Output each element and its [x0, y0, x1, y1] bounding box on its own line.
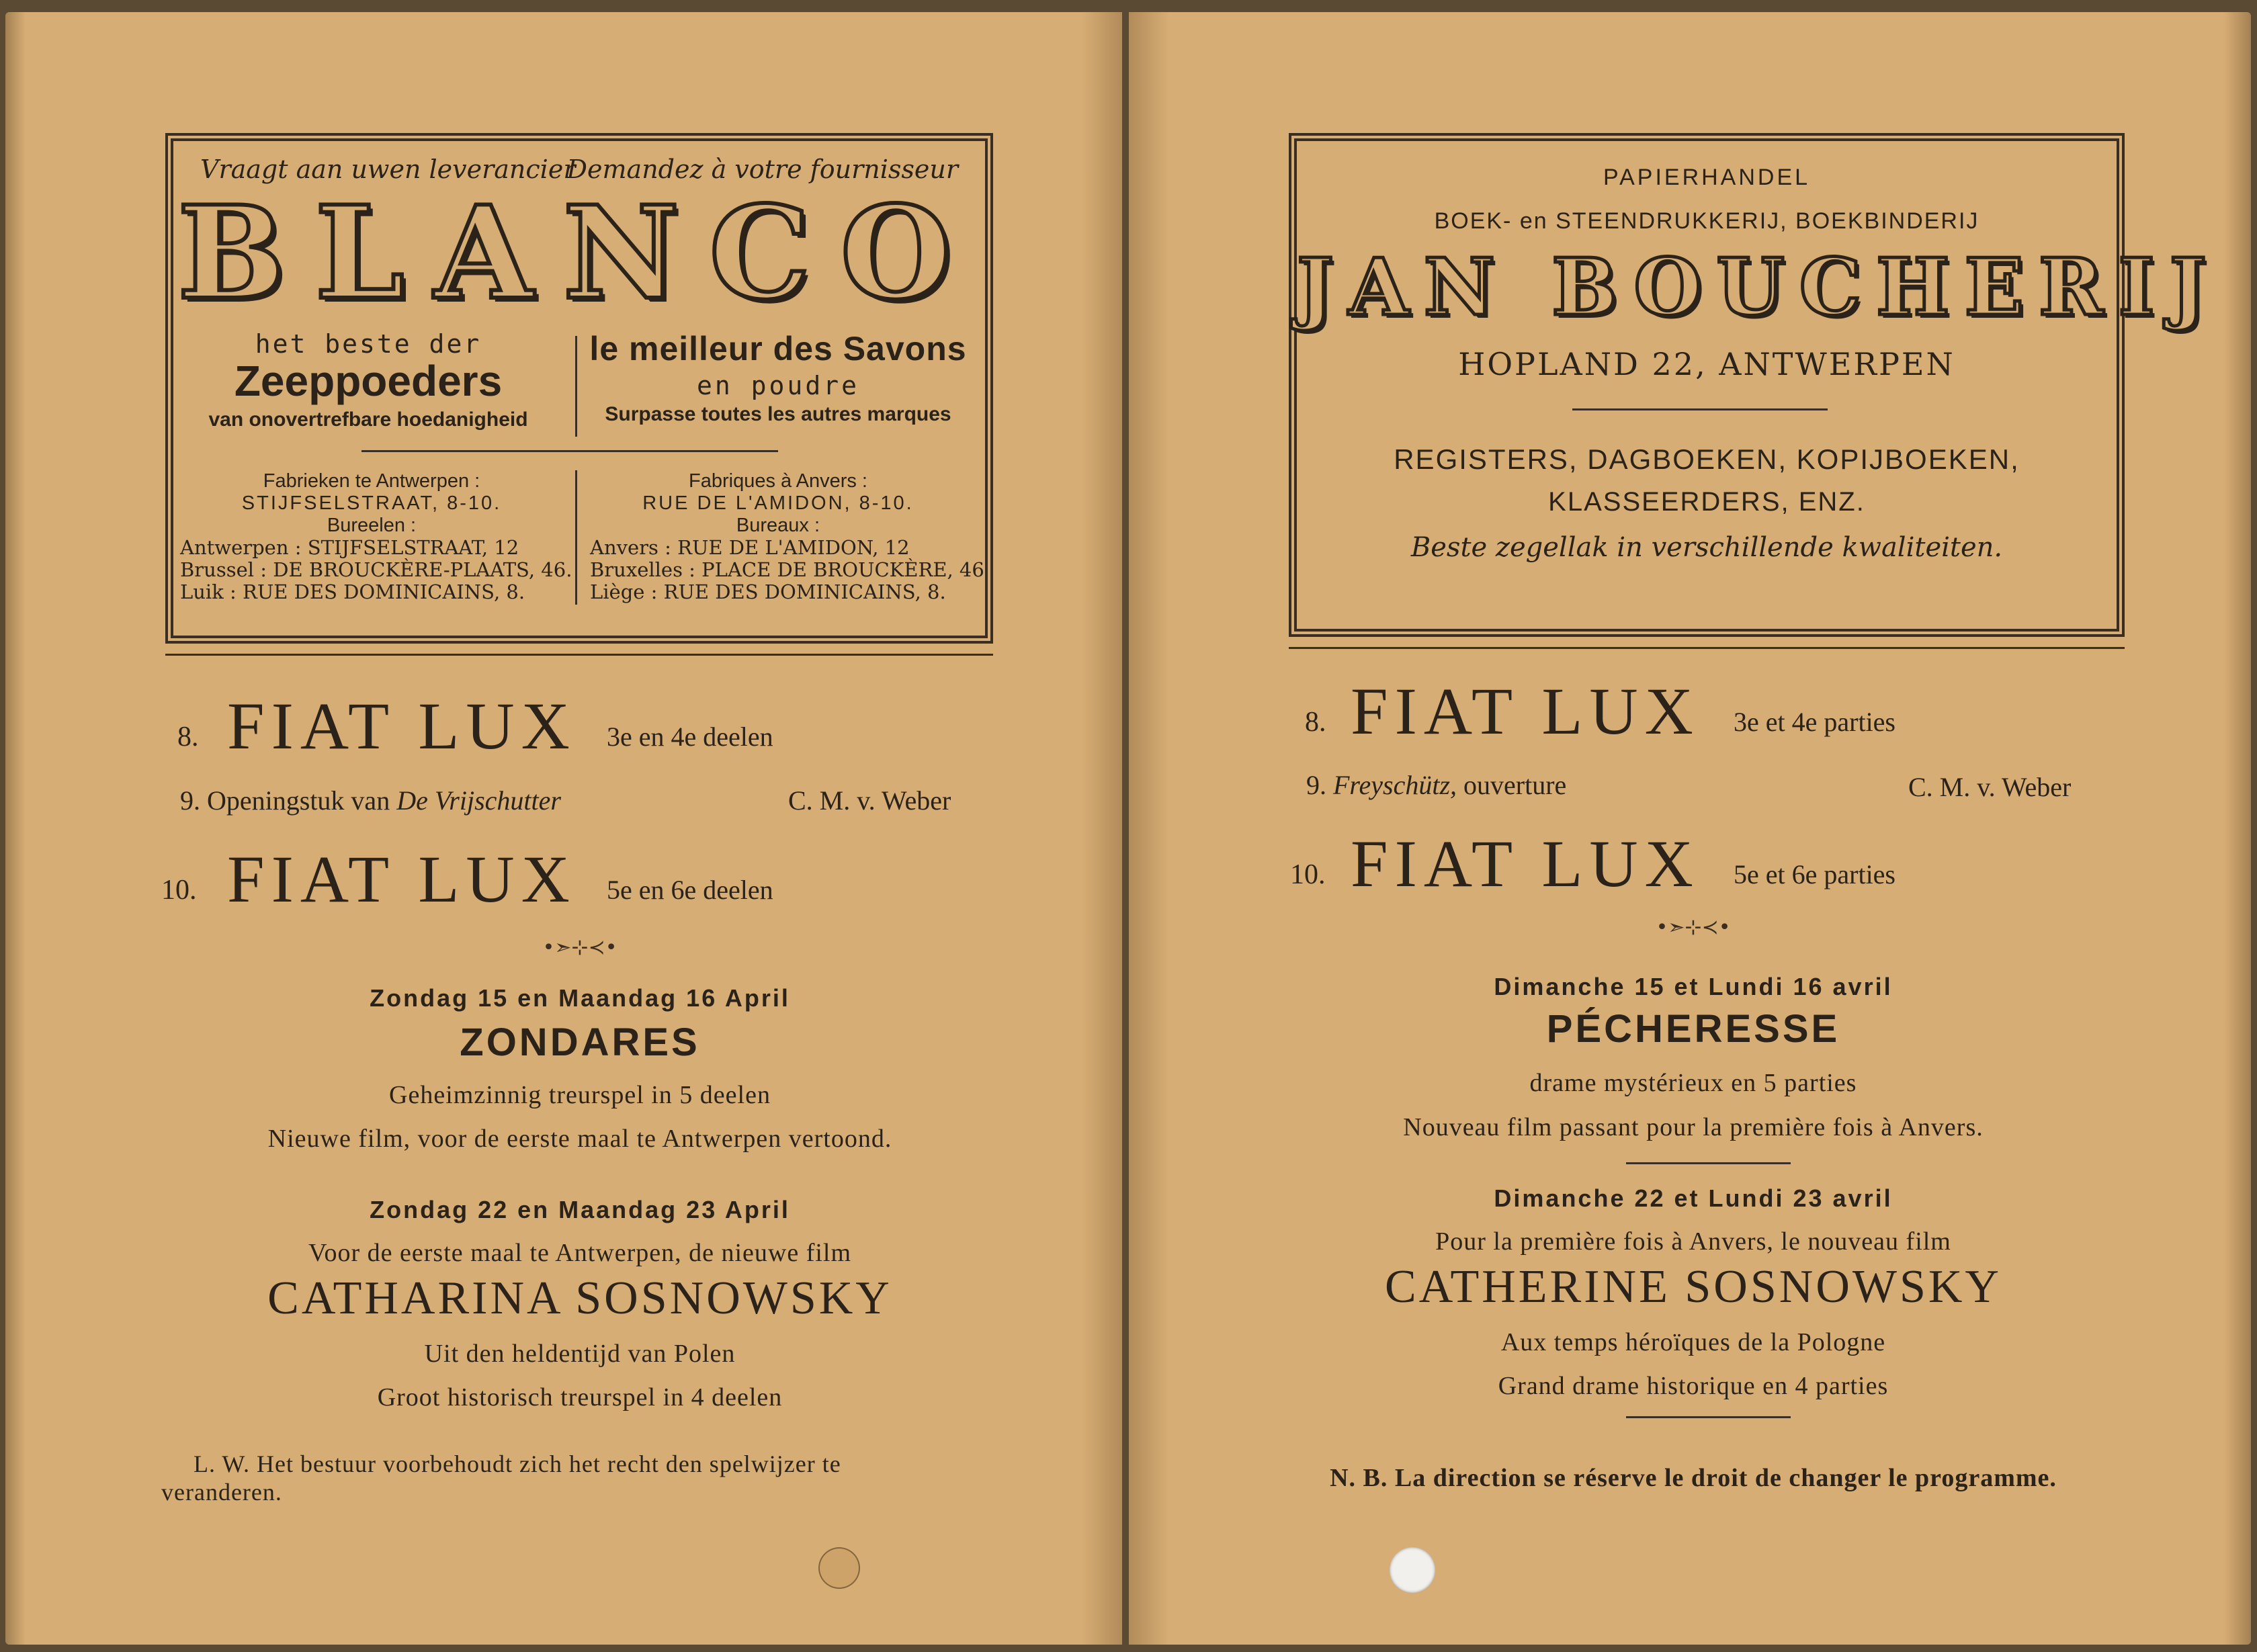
ad-products-2: KLASSEERDERS, ENZ.: [1548, 487, 1865, 517]
ad-tagline-fr: Demandez à votre fournisseur: [566, 155, 958, 184]
ad-middle-rule: [361, 450, 778, 452]
ad-bottom-rule: [1289, 647, 2125, 649]
program-item-9-composer: C. M. v. Weber: [788, 785, 951, 816]
program-item-10-detail: 5e et 6e parties: [1734, 859, 1896, 889]
week1-title: PÉCHERESSE: [1546, 1007, 1840, 1051]
week2-line1: Aux temps héroïques de la Pologne: [1500, 1328, 1886, 1356]
week1-line2: Nieuwe film, voor de eerste maal te Antwerpen vertoond.: [267, 1125, 892, 1153]
week2-date: Zondag 22 en Maandag 23 April: [370, 1196, 790, 1223]
ad-nl-offices-label: Bureelen :: [327, 515, 417, 536]
program-item-10-title: FIAT LUX: [1351, 826, 1700, 901]
ad-fr-factory-addr: RUE DE L'AMIDON, 8-10.: [642, 492, 914, 514]
ad-nl-office-1: Antwerpen : STIJFSELSTRAAT, 12: [180, 536, 519, 559]
program-item-9-num: 9.: [1306, 770, 1326, 800]
week1-line2: Nouveau film passant pour la première fois à Anvers.: [1403, 1113, 1984, 1141]
program-item-9-work: De Vrijschutter: [396, 785, 561, 816]
week2-line2: Grand drame historique en 4 parties: [1498, 1372, 1889, 1400]
ad-nl-factory-addr: STIJFSELSTRAAT, 8-10.: [241, 492, 502, 514]
week2-date: Dimanche 22 et Lundi 23 avril: [1494, 1184, 1893, 1212]
ad-slogan: Beste zegellak in verschillende kwaliteiten.: [1410, 532, 2003, 563]
week1-line1: drame mystérieux en 5 parties: [1529, 1069, 1857, 1097]
ad-fr-offices-label: Bureaux :: [736, 515, 820, 536]
week-divider-rule: [1626, 1162, 1791, 1164]
program-item-8-num: 8.: [1305, 707, 1326, 738]
program-item-8-num: 8.: [177, 722, 199, 752]
ad-middle-rule: [1572, 408, 1828, 410]
week2-intro: Voor de eerste maal te Antwerpen, de nieuwe film: [308, 1239, 852, 1267]
program-item-10-detail: 5e en 6e deelen: [607, 875, 773, 905]
ad-fr-column: [583, 329, 973, 426]
program-item-8-title: FIAT LUX: [1351, 674, 1700, 748]
ornament-divider: •➣⊹≺•: [542, 936, 618, 959]
right-page: [1129, 12, 2251, 1645]
program-item-10-num: 10.: [1290, 859, 1326, 890]
program-item-8-detail: 3e en 4e deelen: [607, 722, 773, 752]
ad-center-divider: [575, 336, 577, 437]
ad-bottom-rule: [165, 654, 993, 656]
week2-title: CATHARINA SOSNOWSKY: [267, 1272, 892, 1324]
week2-intro: Pour la première fois à Anvers, le nouveau film: [1435, 1227, 1951, 1256]
note-line-1: L. W. Het bestuur voorbehoudt zich het recht den spelwijzer te: [194, 1450, 841, 1477]
ad-address: HOPLAND 22, ANTWERPEN: [1458, 346, 1955, 382]
note-divider-rule: [1626, 1416, 1791, 1418]
ad-line1: PAPIERHANDEL: [1603, 165, 1811, 190]
program-item-8-title: FIAT LUX: [227, 689, 577, 763]
note-line: N. B. La direction se réserve le droit de changer le programme.: [1330, 1464, 2057, 1492]
ad-brand-boucherij: JAN BOUCHERIJ: [1297, 242, 2221, 333]
blanco-advertisement: [165, 133, 993, 644]
ad-fr-addresses: [590, 470, 984, 603]
program-item-9-composer: C. M. v. Weber: [1908, 772, 2072, 802]
ad-products-1: REGISTERS, DAGBOEKEN, KOPIJBOEKEN,: [1394, 443, 2020, 475]
ad-tagline-nl: Vraagt aan uwen leverancier: [200, 155, 576, 184]
week1-date: Zondag 15 en Maandag 16 April: [370, 984, 790, 1012]
program-item-10-title: FIAT LUX: [227, 842, 577, 916]
week2-line1: Uit den heldentijd van Polen: [424, 1340, 736, 1368]
left-page: [5, 12, 1122, 1645]
ad-nl-subtitle-2: Zeeppoeders: [234, 357, 503, 405]
week1-title: ZONDARES: [460, 1020, 700, 1064]
ad-fr-office-3: Liège : RUE DES DOMINICAINS, 8.: [590, 580, 946, 603]
punch-hole-mark: [818, 1547, 860, 1589]
program-item-9-text: Openingstuk van: [207, 785, 397, 816]
ad-line2: BOEK- en STEENDRUKKERIJ, BOEKBINDERIJ: [1434, 208, 1979, 234]
program-item-10-num: 10.: [161, 875, 197, 906]
program-item-9-text: ouverture: [1457, 770, 1567, 800]
week1-line1: Geheimzinnig treurspel in 5 deelen: [389, 1081, 771, 1109]
boucherij-advertisement: [1289, 133, 2221, 637]
week1-date: Dimanche 15 et Lundi 16 avril: [1494, 973, 1893, 1000]
ad-lower-divider: [575, 470, 577, 605]
ad-fr-subtitle-3: Surpasse toutes les autres marques: [605, 403, 951, 425]
program-item-9: [180, 785, 561, 816]
ad-nl-subtitle-3: van onovertrefbare hoedanigheid: [208, 408, 528, 431]
ad-fr-subtitle-1: le meilleur des Savons: [589, 330, 967, 367]
ad-nl-addresses: [180, 470, 572, 603]
program-item-8-detail: 3e et 4e parties: [1734, 707, 1896, 737]
program-item-9-work: Freyschütz,: [1333, 770, 1457, 800]
ad-nl-office-3: Luik : RUE DES DOMINICAINS, 8.: [180, 580, 525, 603]
ad-fr-office-2: Bruxelles : PLACE DE BROUCKÈRE, 46: [590, 558, 984, 581]
note-line-2: veranderen.: [161, 1479, 282, 1506]
ad-nl-factory-label: Fabrieken te Antwerpen :: [263, 470, 480, 492]
punch-hole: [1390, 1547, 1435, 1593]
ad-nl-column: [173, 329, 563, 431]
week2-title: CATHERINE SOSNOWSKY: [1385, 1261, 2002, 1313]
ornament-divider: •➣⊹≺•: [1656, 916, 1731, 939]
ad-fr-office-1: Anvers : RUE DE L'AMIDON, 12: [590, 536, 910, 559]
ad-brand-blanco: BLANCO: [177, 178, 981, 328]
ad-nl-office-2: Brussel : DE BROUCKÈRE-PLAATS, 46.: [180, 558, 572, 581]
week2-line2: Groot historisch treurspel in 4 deelen: [377, 1383, 783, 1411]
ad-nl-subtitle-1: het beste der: [255, 329, 482, 359]
ad-fr-factory-label: Fabriques à Anvers :: [689, 470, 867, 492]
ad-fr-subtitle-2: en poudre: [697, 371, 859, 400]
program-item-9: [1306, 769, 1566, 801]
program-item-9-num: 9.: [180, 785, 200, 816]
